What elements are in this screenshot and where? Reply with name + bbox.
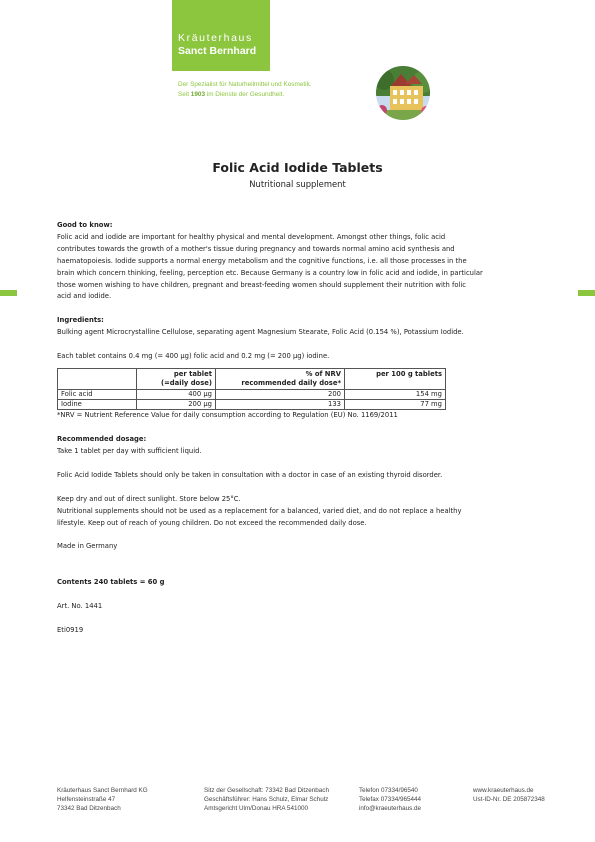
footer-line: Helfensteinstraße 47 <box>57 796 116 804</box>
footer-email-link[interactable]: info@kraeuterhaus.de <box>359 805 422 813</box>
tagline-line1: Der Spezialist für Naturheilmittel und Kosmetik. <box>178 81 312 88</box>
footer-line: Kräuterhaus Sanct Bernhard KG <box>57 787 148 794</box>
storage-note: Keep dry and out of direct sunlight. Store below 25°C. <box>57 494 241 503</box>
table-cell: 133 <box>216 400 345 410</box>
table-header-cell: % of NRV recommended daily dose* <box>216 369 345 390</box>
footer-contact <box>359 786 421 814</box>
footer-vat-id: Ust-ID-Nr. DE 205872348 <box>473 796 545 804</box>
thyroid-note: Folic Acid Iodide Tablets should only be taken in consultation with a doctor in case of an existing thyroid disorder. <box>57 470 443 479</box>
brand-tagline <box>178 80 312 99</box>
house-photo <box>376 66 430 120</box>
table-row <box>58 400 446 410</box>
product-subtitle: Nutritional supplement <box>249 179 346 189</box>
footer-web <box>473 786 545 804</box>
table-header-cell: per tablet (=daily dose) <box>137 369 216 390</box>
table-cell: 154 mg <box>345 390 446 400</box>
table-header-cell <box>58 369 137 390</box>
warning-line: lifestyle. Keep out of reach of young children. Do not exceed the recommended daily dose. <box>57 518 367 527</box>
ingredients-heading: Ingredients: <box>57 316 104 325</box>
footer-fax: Telefax 07334/965444 <box>359 796 421 804</box>
house-illustration <box>376 66 430 120</box>
table-header-row <box>58 369 446 390</box>
warning-line: Nutritional supplements should not be used as a replacement for a balanced, varied diet, and do not replace a healthy <box>57 506 462 515</box>
table-row <box>58 390 446 400</box>
table-cell: Iodine <box>58 400 137 410</box>
table-cell: 400 µg <box>137 390 216 400</box>
tagline-year: 1903 <box>190 90 206 98</box>
good-to-know-heading: Good to know: <box>57 221 113 229</box>
article-number: Art. No. 1441 <box>57 602 103 611</box>
footer-line: Amtsgericht Ulm/Donau HRA 541000 <box>204 805 308 813</box>
tagline-line2 <box>178 90 312 100</box>
tagline-pre: Seit <box>178 90 191 98</box>
tablet-statement: Each tablet contains 0.4 mg (= 400 µg) folic acid and 0.2 mg (= 200 µg) iodine. <box>57 352 330 361</box>
footer-company <box>57 786 148 814</box>
dosage-text: Take 1 tablet per day with sufficient liquid. <box>57 446 202 455</box>
good-to-know-line: acid and iodide. <box>57 292 112 301</box>
right-fold-mark <box>578 290 595 296</box>
table-cell: 200 µg <box>137 400 216 410</box>
product-description <box>57 220 539 637</box>
table-footnote: *NRV = Nutrient Reference Value for daily consumption according to Regulation (EU) No. 1169/2011 <box>57 411 398 420</box>
left-fold-mark <box>0 290 17 296</box>
footer-line: 73342 Bad Ditzenbach <box>57 805 121 813</box>
tagline-post: im Dienste der Gesundheit. <box>205 90 285 98</box>
table-cell: 77 mg <box>345 400 446 410</box>
contents-text: Contents 240 tablets = 60 g <box>57 578 165 587</box>
product-title: Folic Acid Iodide Tablets <box>212 160 383 175</box>
table-cell: 200 <box>216 390 345 400</box>
footer-legal <box>204 786 329 814</box>
brand-name-line2: Sanct Bernhard <box>178 45 257 57</box>
footer-website-link[interactable]: www.kraeuterhaus.de <box>473 787 534 794</box>
dosage-heading: Recommended dosage: <box>57 434 147 443</box>
footer-phone: Telefon 07334/96540 <box>359 787 418 794</box>
brand-logo <box>172 0 270 71</box>
good-to-know-line: Folic acid and iodide are important for healthy physical and mental development. Amongst other things, folic acid <box>57 232 446 241</box>
table-cell: Folic acid <box>58 390 137 400</box>
label-code: Eti0919 <box>57 626 84 635</box>
good-to-know-line: haematopoiesis. Iodide supports a normal energy metabolism and the cognitive functions, i.e. all those processes in the <box>57 256 467 265</box>
origin-text: Made in Germany <box>57 542 118 551</box>
ingredients-text: Bulking agent Microcrystalline Cellulose, separating agent Magnesium Stearate, Folic Acid (0.154 %), Potassium Iodide. <box>57 328 464 337</box>
nutrition-table <box>57 368 446 410</box>
table-header-cell: per 100 g tablets <box>345 369 446 390</box>
good-to-know-line: contributes towards the growth of a mother's tissue during pregnancy and towards normal amino acid synthesis and <box>57 244 455 253</box>
footer-line: Geschäftsführer: Hans Schulz, Elmar Schulz <box>204 796 329 804</box>
good-to-know-line: those women wishing to have children, pregnant and breast-feeding women should supplement their nutrition with folic <box>57 280 467 289</box>
footer-line: Sitz der Gesellschaft: 73342 Bad Ditzenbach <box>204 787 329 794</box>
brand-name-line1: Kräuterhaus <box>178 32 253 44</box>
good-to-know-line: brain which concern thinking, feeling, perception etc. Because Germany is a country low in folic acid and iodide, in particular <box>57 268 483 277</box>
